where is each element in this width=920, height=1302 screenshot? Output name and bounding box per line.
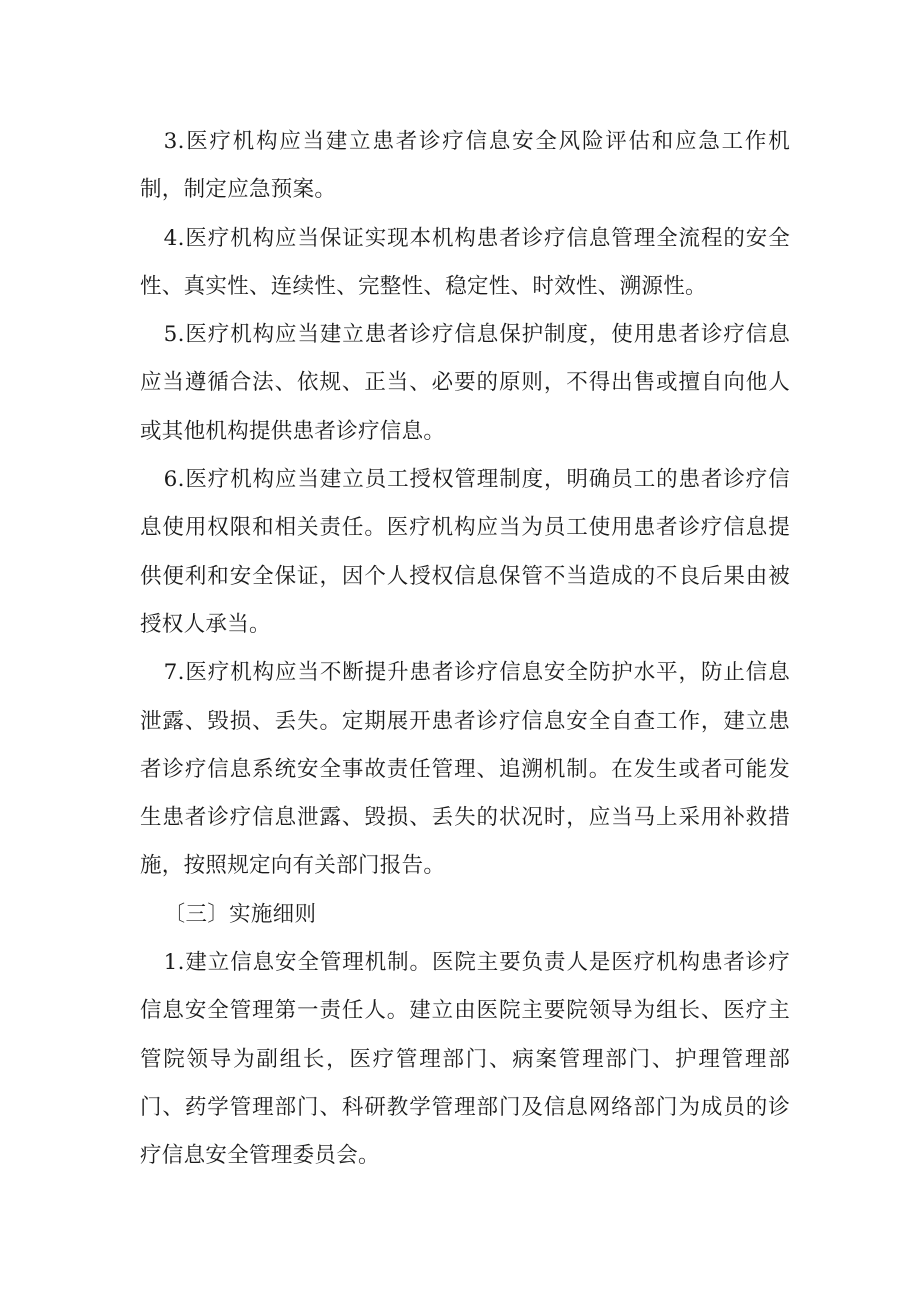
section-heading: 〔三〕实施细则 — [163, 901, 317, 927]
paragraph-item-6: 6.医疗机构应当建立员工授权管理制度，明确员工的患者诊疗信息使用权限和相关责任。医疗机构应当为员工使用患者诊疗信息提供便利和安全保证，因个人授权信息保管不当造成的不良后果由被授权人承当。 — [140, 467, 790, 637]
paragraph-item-5: 5.医疗机构应当建立患者诊疗信息保护制度，使用患者诊疗信息应当遵循合法、依规、正当、必要的原则，不得出售或擅自向他人或其他机构提供患者诊疗信息。 — [140, 322, 790, 444]
document-body — [140, 118, 790, 1181]
paragraph-item-4: 4.医疗机构应当保证实现本机构患者诊疗信息管理全流程的安全性、真实性、连续性、完整性、稳定性、时效性、溯源性。 — [140, 225, 790, 299]
paragraph-item-1: 1.建立信息安全管理机制。医院主要负责人是医疗机构患者诊疗信息安全管理第一责任人。建立由医院主要院领导为组长、医疗主管院领导为副组长，医疗管理部门、病案管理部门、护理管理部门、药学管理部门、科研教学管理部门及信息网络部门为成员的诊疗信息安全管理委员会。 — [140, 950, 790, 1169]
paragraph-item-3: 3.医疗机构应当建立患者诊疗信息安全风险评估和应急工作机制，制定应急预案。 — [140, 129, 790, 203]
paragraph-item-7: 7.医疗机构应当不断提升患者诊疗信息安全防护水平，防止信息泄露、毁损、丢失。定期展开患者诊疗信息安全自查工作，建立患者诊疗信息系统安全事故责任管理、追溯机制。在发生或者可能发生患者诊疗信息泄露、毁损、丢失的状况时，应当马上采用补救措施，按照规定向有关部门报告。 — [140, 660, 790, 879]
